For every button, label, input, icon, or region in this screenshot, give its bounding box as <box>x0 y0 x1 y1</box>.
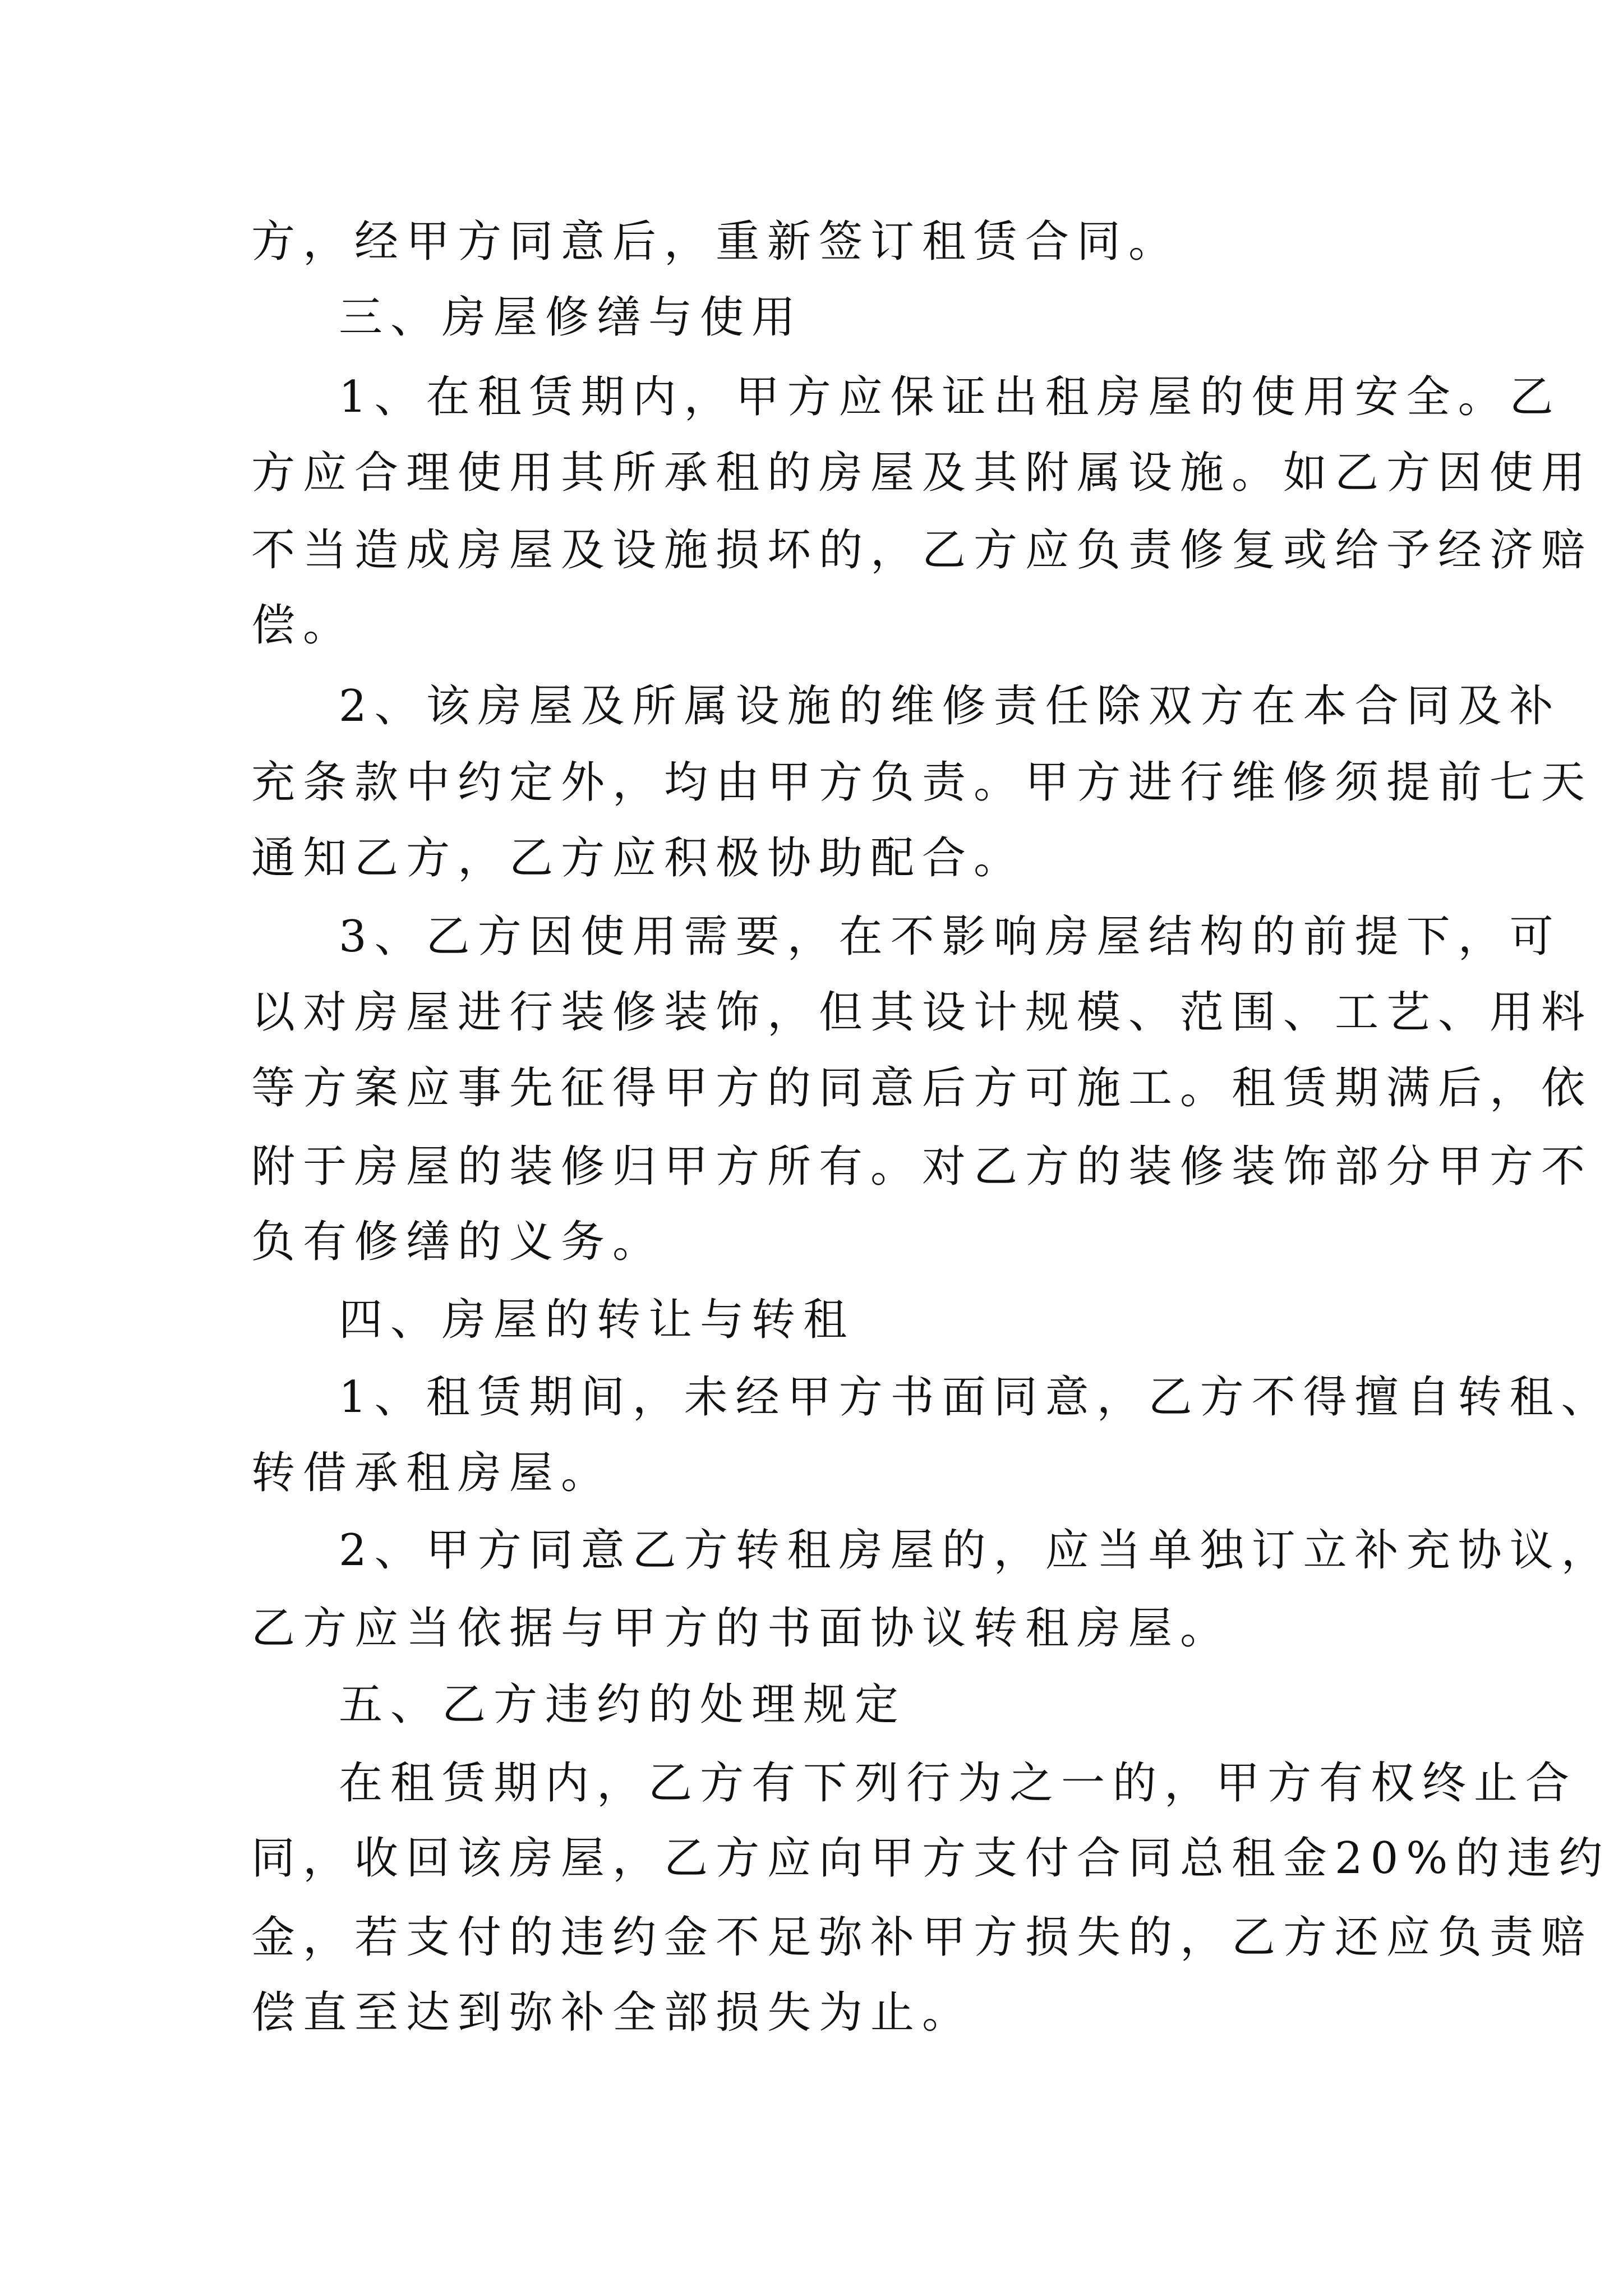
text-line: 方应合理使用其所承租的房屋及其附属设施。如乙方因使用 <box>251 448 1593 498</box>
text-line: 偿直至达到弥补全部损失为止。 <box>251 1987 974 2038</box>
text-line: 1、在租赁期内，甲方应保证出租房屋的使用安全。乙 <box>339 372 1561 422</box>
section-heading: 四、房屋的转让与转租 <box>339 1295 855 1345</box>
section-heading: 五、乙方违约的处理规定 <box>339 1680 907 1730</box>
text-line: 同，收回该房屋，乙方应向甲方支付合同总租金20%的违约 <box>251 1833 1611 1884</box>
text-line: 不当造成房屋及设施损坏的，乙方应负责修复或给予经济赔 <box>251 525 1593 576</box>
text-line: 充条款中约定外，均由甲方负责。甲方进行维修须提前七天 <box>251 757 1593 808</box>
text-line: 2、甲方同意乙方转租房屋的，应当单独订立补充协议， <box>339 1525 1613 1576</box>
text-line: 偿。 <box>251 600 355 651</box>
text-line: 等方案应事先征得甲方的同意后方可施工。租赁期满后，依 <box>251 1063 1593 1114</box>
text-line: 负有修缮的义务。 <box>251 1217 665 1267</box>
text-line: 以对房屋进行装修装饰，但其设计规模、范围、工艺、用料 <box>251 987 1593 1038</box>
text-line: 3、乙方因使用需要，在不影响房屋结构的前提下，可 <box>339 912 1561 962</box>
text-line: 金，若支付的违约金不足弥补甲方损失的，乙方还应负责赔 <box>251 1912 1593 1963</box>
section-heading: 三、房屋修缮与使用 <box>339 292 804 343</box>
text-line: 转借承租房屋。 <box>251 1448 613 1498</box>
text-line: 1、租赁期间，未经甲方书面同意，乙方不得擅自转租、 <box>339 1372 1613 1423</box>
text-line: 附于房屋的装修归甲方所有。对乙方的装修装饰部分甲方不 <box>251 1142 1593 1192</box>
text-line: 通知乙方，乙方应积极协助配合。 <box>251 833 1026 884</box>
text-line: 乙方应当依据与甲方的书面协议转租房屋。 <box>251 1603 1232 1654</box>
text-line: 2、该房屋及所属设施的维修责任除双方在本合同及补 <box>339 681 1561 731</box>
text-line: 在租赁期内，乙方有下列行为之一的，甲方有权终止合 <box>339 1758 1578 1809</box>
text-line: 方，经甲方同意后，重新签订租赁合同。 <box>251 217 1181 267</box>
